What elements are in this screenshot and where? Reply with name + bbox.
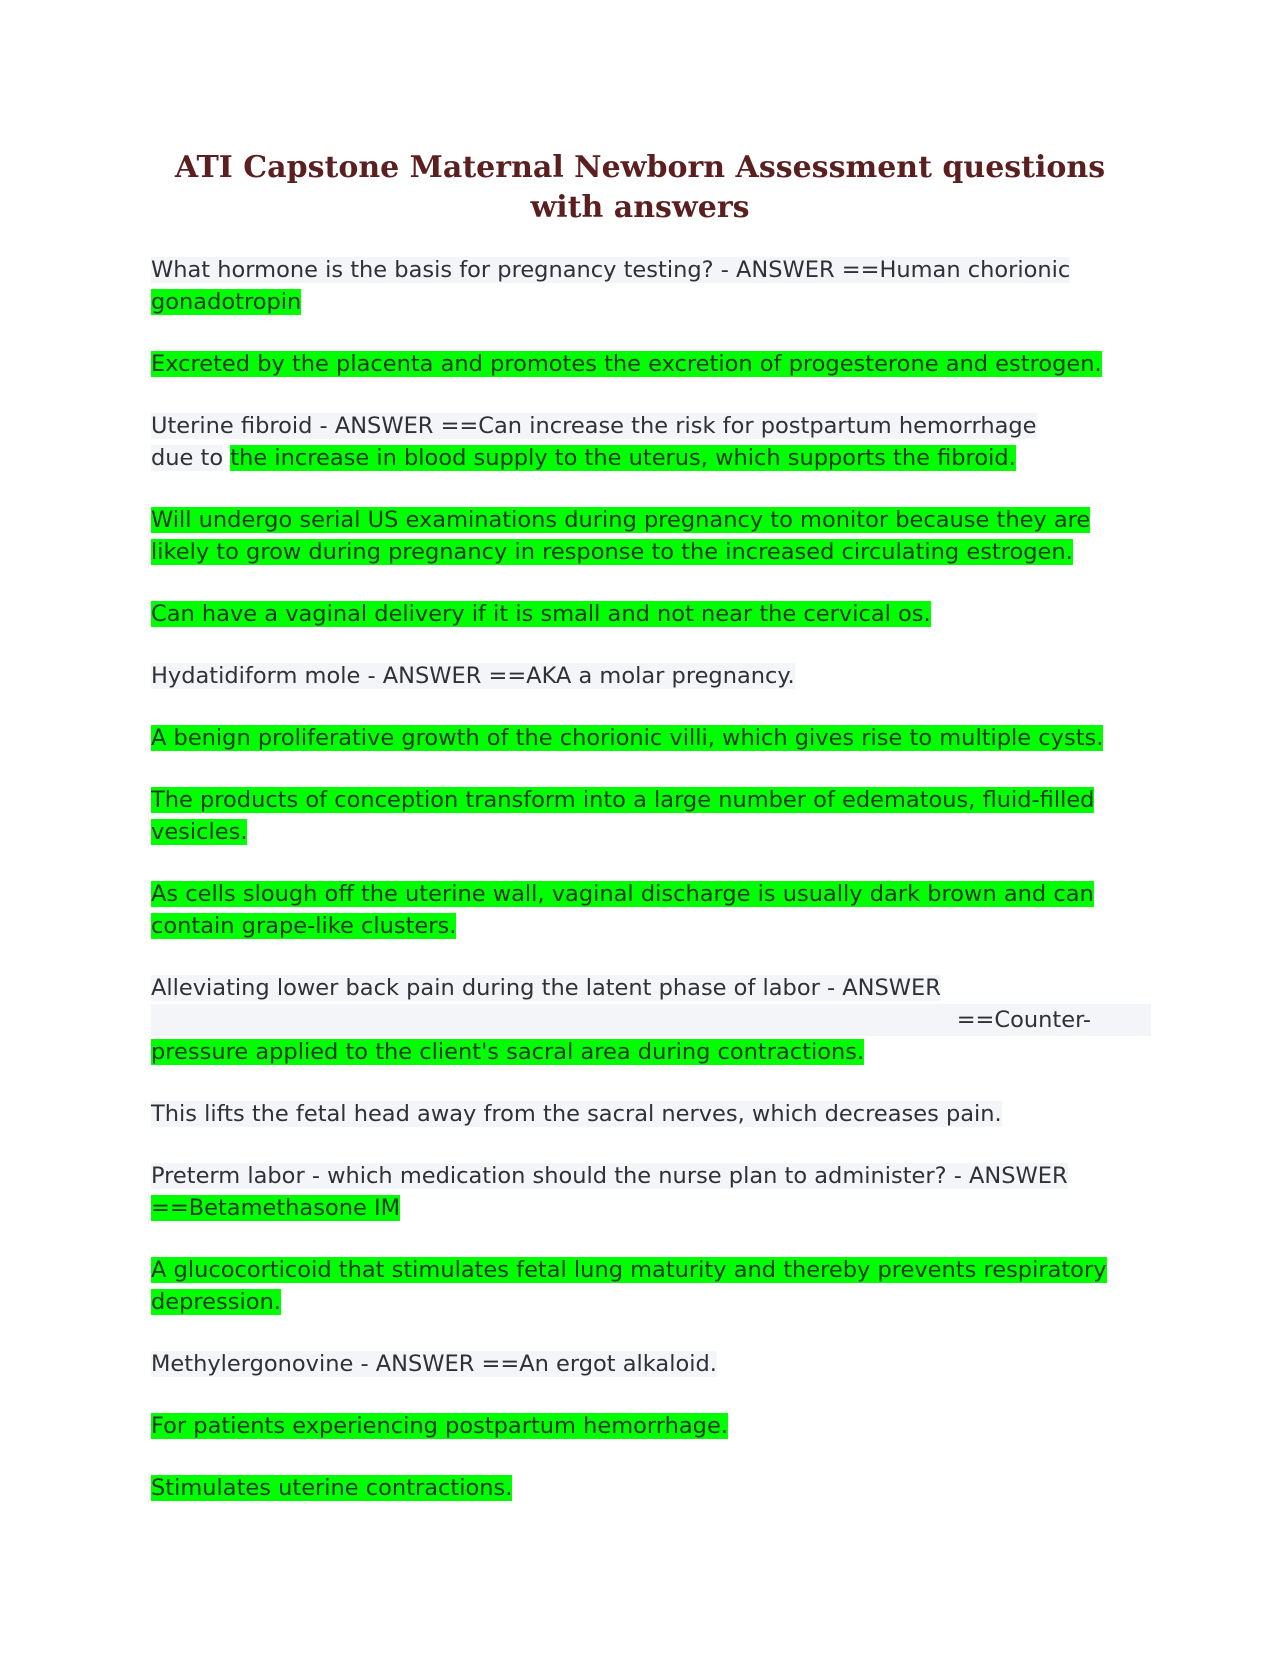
- qa-paragraph-fibroid: [151, 410, 1151, 474]
- highlighted-text: A benign proliferative growth of the chorionic villi, which gives rise to multiple cysts.: [151, 725, 1104, 751]
- qa-paragraph-methylergonovine: [151, 1348, 1151, 1380]
- qa-paragraph-mole: [151, 660, 1151, 692]
- highlighted-paragraph: [151, 1410, 1151, 1442]
- highlighted-text: The products of conception transform into a large number of edematous, fluid-filled vesicles.: [151, 787, 1095, 845]
- highlighted-answer: pressure applied to the client's sacral area during contractions.: [151, 1039, 865, 1065]
- highlighted-paragraph: [151, 722, 1151, 754]
- question-text: Methylergonovine - ANSWER ==An ergot alkaloid.: [151, 1351, 717, 1377]
- highlighted-text: For patients experiencing postpartum hemorrhage.: [151, 1413, 728, 1439]
- question-text: Alleviating lower back pain during the latent phase of labor - ANSWER: [151, 975, 941, 1001]
- plain-paragraph: [151, 1098, 1151, 1130]
- highlighted-paragraph: [151, 598, 1151, 630]
- question-text-continued: due to: [151, 445, 224, 471]
- question-text: Hydatidiform mole - ANSWER ==AKA a molar pregnancy.: [151, 663, 795, 689]
- question-text: Preterm labor - which medication should the nurse plan to administer? - ANSWER: [151, 1163, 1068, 1189]
- qa-paragraph-preterm: [151, 1160, 1151, 1224]
- question-text: Uterine fibroid - ANSWER ==Can increase the risk for postpartum hemorrhage: [151, 413, 1037, 439]
- qa-paragraph-hcg: [151, 254, 1151, 318]
- document-title: ATI Capstone Maternal Newborn Assessment questions with answers: [174, 150, 1106, 225]
- qa-paragraph-back-pain: [151, 972, 1151, 1068]
- question-text: What hormone is the basis for pregnancy testing? - ANSWER ==Human chorionic: [151, 257, 1071, 283]
- highlighted-text: Will undergo serial US examinations during pregnancy to monitor because they are likely to grow during pregnancy in response to the increased circulating estrogen.: [151, 507, 1091, 565]
- highlighted-paragraph: [151, 878, 1151, 942]
- highlighted-answer: gonadotropin: [151, 289, 302, 315]
- highlighted-paragraph: [151, 504, 1151, 568]
- highlighted-paragraph: [151, 784, 1151, 848]
- paragraph-text: This lifts the fetal head away from the sacral nerves, which decreases pain.: [151, 1101, 1002, 1127]
- highlighted-text: As cells slough off the uterine wall, vaginal discharge is usually dark brown and can contain grape-like clusters.: [151, 881, 1094, 939]
- highlighted-paragraph: [151, 1472, 1151, 1504]
- highlighted-text: Can have a vaginal delivery if it is small and not near the cervical os.: [151, 601, 931, 627]
- highlighted-answer: the increase in blood supply to the uterus, which supports the fibroid.: [230, 445, 1016, 471]
- highlighted-text: Stimulates uterine contractions.: [151, 1475, 513, 1501]
- highlighted-paragraph: [151, 348, 1151, 380]
- highlighted-paragraph: [151, 1254, 1151, 1318]
- document-body: [151, 254, 1151, 1534]
- question-text-continued: ==Counter-: [151, 1004, 1151, 1036]
- highlighted-answer: ==Betamethasone IM: [151, 1195, 401, 1221]
- highlighted-text: Excreted by the placenta and promotes the excretion of progesterone and estrogen.: [151, 351, 1102, 377]
- highlighted-text: A glucocorticoid that stimulates fetal lung maturity and thereby prevents respiratory depression.: [151, 1257, 1107, 1315]
